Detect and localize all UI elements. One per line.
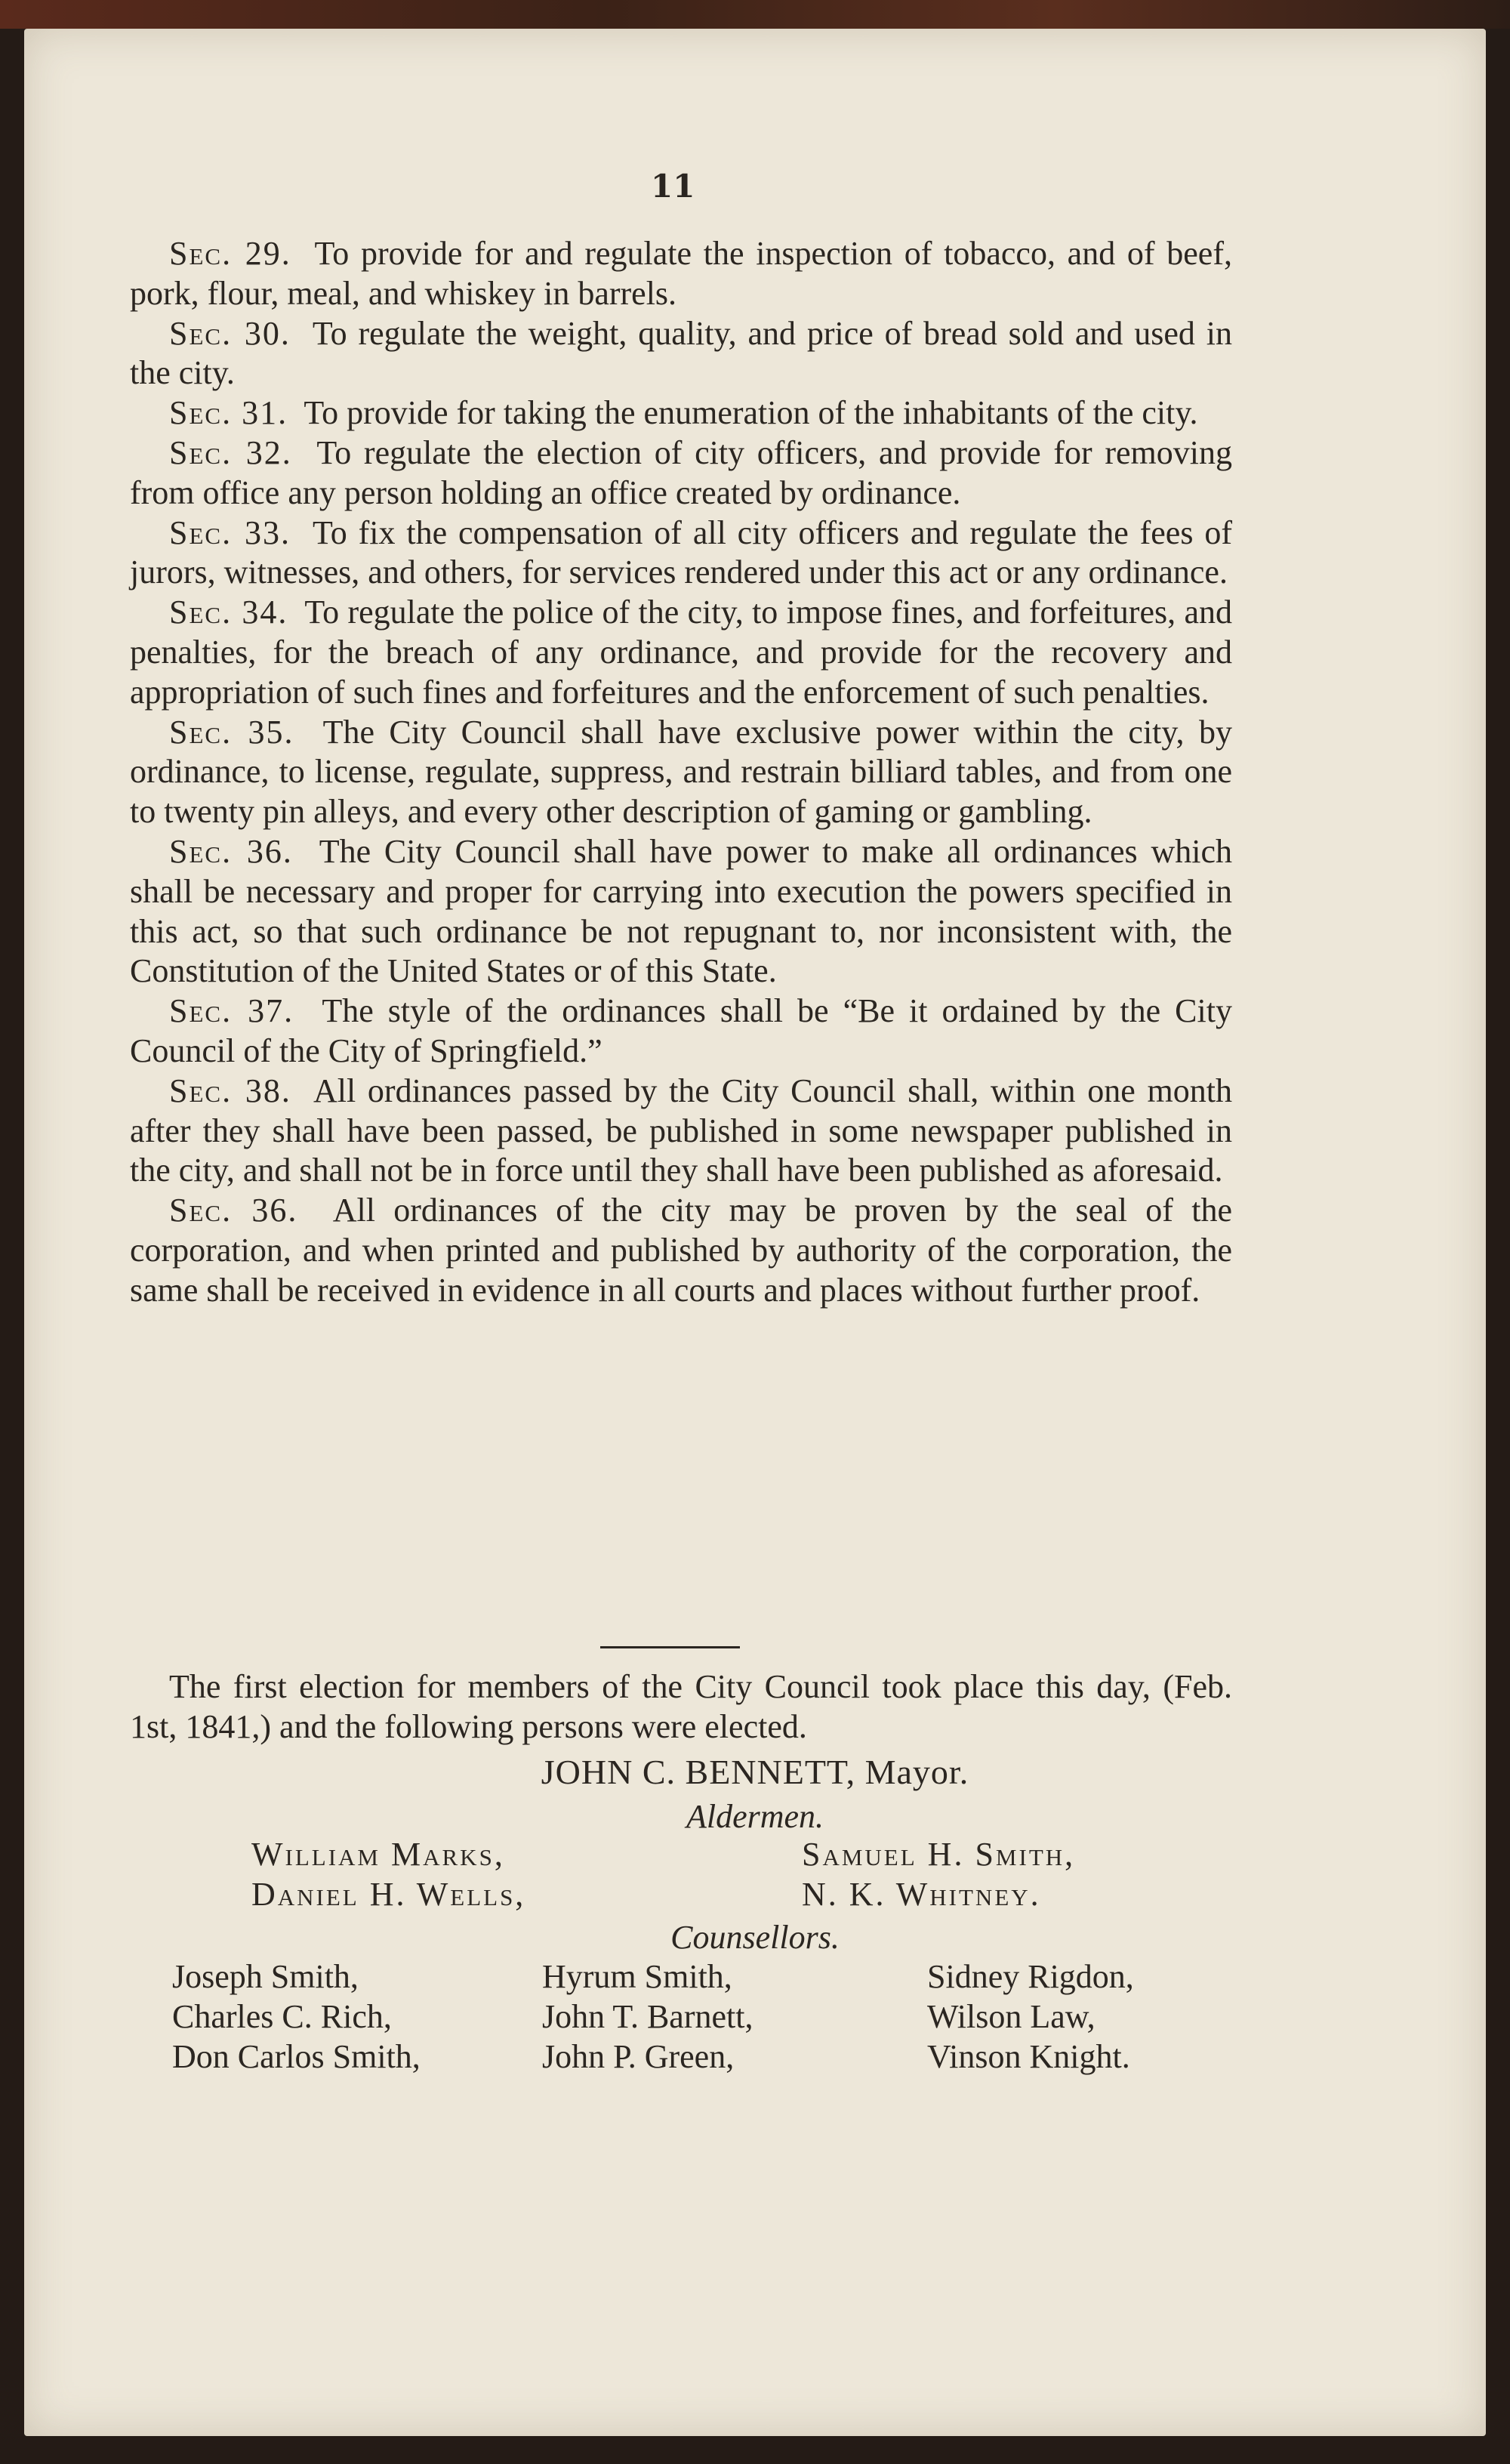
section-label: Sec. 36.	[169, 1192, 298, 1229]
section-label: Sec. 35.	[169, 713, 294, 751]
election-paragraph: The first election for members of the City Council took place this day, (Feb. 1st, 1841,) and the following persons were elected.	[130, 1668, 1232, 1745]
section-label: Sec. 31.	[169, 394, 288, 432]
section-38	[130, 1072, 1232, 1191]
section-text: The City Council shall have exclusive power within the city, by ordinance, to license, regulate, suppress, and restrain billiard tables, and from one to twenty pin alleys, and every other description of gaming or gambling.	[130, 713, 1232, 831]
section-text: To fix the compensation of all city officers and regulate the fees of jurors, witnesses, and others, for services rendered under this act or any ordinance.	[130, 513, 1232, 591]
counsellor-name: Don Carlos Smith,	[172, 2038, 421, 2075]
page-number: 11	[651, 168, 695, 205]
sections-list	[130, 234, 1232, 1311]
counsellor-name: Wilson Law,	[927, 1998, 1096, 2035]
section-label: Sec. 38.	[169, 1072, 291, 1109]
section-label: Sec. 29.	[169, 235, 291, 272]
counsellor-name: Hyrum Smith,	[542, 1958, 732, 1995]
section-34	[130, 593, 1232, 712]
section-31	[130, 393, 1232, 433]
section-35	[130, 713, 1232, 832]
section-text: All ordinances passed by the City Council shall, within one month after they shall have been passed, be published in some newspaper published in the city, and shall not be in force until they shall have been published as aforesaid.	[130, 1072, 1232, 1189]
counsellor-name: Sidney Rigdon,	[927, 1958, 1134, 1995]
section-label: Sec. 34.	[169, 594, 288, 631]
section-label: Sec. 33.	[169, 513, 291, 551]
counsellor-name: John T. Barnett,	[542, 1998, 753, 2035]
section-33	[130, 513, 1232, 594]
section-text: To provide for and regulate the inspection of tobacco, and of beef, pork, flour, meal, and whiskey in barrels.	[130, 235, 1232, 312]
alderman-name: William Marks,	[251, 1836, 505, 1873]
divider-rule	[600, 1646, 740, 1648]
section-32	[130, 433, 1232, 513]
alderman-name: N. K. Whitney.	[802, 1876, 1041, 1913]
section-37	[130, 991, 1232, 1072]
section-29	[130, 234, 1232, 314]
alderman-name: Samuel H. Smith,	[802, 1836, 1076, 1873]
section-text: To regulate the weight, quality, and price of bread sold and used in the city.	[130, 314, 1232, 392]
section-label: Sec. 36.	[169, 832, 293, 870]
section-39	[130, 1191, 1232, 1310]
counsellor-name: Joseph Smith,	[172, 1958, 359, 1995]
aldermen-heading: Aldermen.	[686, 1798, 824, 1835]
counsellor-name: Charles C. Rich,	[172, 1998, 392, 2035]
section-text: All ordinances of the city may be proven by the seal of the corporation, and when printed and published by authority of the corporation, the same shall be received in evidence in all courts and places without further proof.	[130, 1192, 1233, 1309]
section-30	[130, 314, 1232, 394]
section-36	[130, 832, 1232, 991]
section-label: Sec. 30.	[169, 314, 291, 352]
alderman-name: Daniel H. Wells,	[251, 1876, 526, 1913]
mayor-line: JOHN C. BENNETT, Mayor.	[541, 1753, 969, 1791]
section-text: The City Council shall have power to make all ordinances which shall be necessary and proper for carrying into execution the powers specified in this act, so that such ordinance be not repugnant to, nor inconsistent with, the Constitution of the United States or of this State.	[130, 832, 1232, 990]
counsellors-heading: Counsellors.	[670, 1919, 840, 1956]
section-text: The style of the ordinances shall be “Be it ordained by the City Council of the City of Springfield.”	[130, 992, 1232, 1069]
section-text: To regulate the election of city officers, and provide for removing from office any person holding an office created by ordinance.	[130, 433, 1232, 511]
section-text: To provide for taking the enumeration of the inhabitants of the city.	[304, 394, 1198, 432]
counsellor-name: Vinson Knight.	[927, 2038, 1130, 2075]
section-label: Sec. 37.	[169, 992, 294, 1030]
book-cover-edge	[0, 0, 1510, 29]
section-text: To regulate the police of the city, to impose fines, and forfeitures, and penalties, for the breach of any ordinance, and provide for the recovery and appropriation of such fines and forfeitures and the enforcement of such penalties.	[130, 594, 1232, 711]
counsellor-name: John P. Green,	[542, 2038, 735, 2075]
section-label: Sec. 32.	[169, 433, 292, 471]
